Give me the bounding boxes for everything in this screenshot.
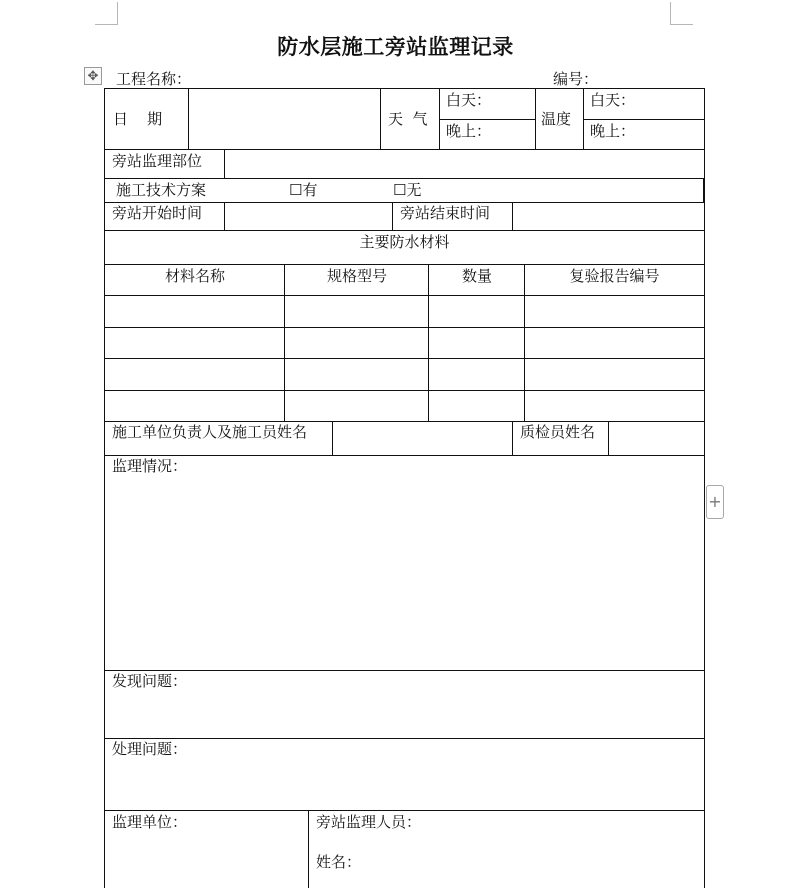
materials-row-1-name[interactable] [105,296,285,328]
materials-col-name [105,265,285,296]
materials-row-4-quantity[interactable] [429,391,525,422]
leader-label-cell [105,422,333,456]
issues-handled-label: 处理问题： [112,740,188,758]
location-value-cell[interactable] [225,150,704,179]
materials-section-title: 主要防水材料 [359,233,450,251]
weather-label-cell [381,89,440,150]
materials-section-title-cell [105,231,704,265]
weather-night-cell[interactable] [440,120,536,150]
supervision-unit-cell[interactable] [105,811,309,888]
materials-row-4-report[interactable] [525,391,704,422]
plan-no-checkbox[interactable]: ☐无 [393,181,422,199]
plan-row [105,179,704,203]
date-value-cell[interactable] [189,89,381,150]
materials-row-2-quantity[interactable] [429,328,525,359]
date-label-cell [105,89,189,150]
supervision-label: 监理情况： [112,457,188,475]
start-time-label: 旁站开始时间 [112,204,203,222]
end-time-label: 旁站结束时间 [400,204,491,222]
plan-yes-checkbox[interactable]: ☐有 [289,181,318,199]
materials-row-3-name[interactable] [105,359,285,391]
supervision-staff-cell[interactable] [309,811,704,888]
materials-row-2-name[interactable] [105,328,285,359]
materials-row-1-report[interactable] [525,296,704,328]
start-time-label-cell [105,203,225,231]
issues-found-label: 发现问题： [112,672,188,690]
materials-row-3-quantity[interactable] [429,359,525,391]
start-time-value-cell[interactable] [225,203,393,231]
materials-row-4-name[interactable] [105,391,285,422]
end-time-value-cell[interactable] [513,203,704,231]
page-corner-mark-left [95,2,118,25]
materials-row-3-spec[interactable] [285,359,429,391]
materials-row-1-spec[interactable] [285,296,429,328]
temperature-label-cell [536,89,584,150]
weather-label: 天 气 [388,110,428,128]
project-name-label: 工程名称： [116,70,192,88]
move-icon[interactable]: ✥ [84,67,102,85]
temperature-night-label: 晚上： [590,122,636,140]
temperature-night-cell[interactable] [584,120,704,150]
inspector-label-cell [513,422,609,456]
temperature-label: 温度 [541,110,572,128]
supervision-unit-label: 监理单位： [112,813,188,831]
weather-night-label: 晚上： [446,122,492,140]
page-corner-mark-right [670,2,693,25]
date-label: 日 期 [113,110,163,128]
materials-col-quantity-label: 数量 [461,267,492,285]
materials-row-3-report[interactable] [525,359,704,391]
temperature-day-label: 白天： [590,91,636,109]
materials-row-4-spec[interactable] [285,391,429,422]
weather-day-label: 白天： [446,91,492,109]
leader-label: 施工单位负责人及施工员姓名 [112,423,308,441]
document-title: 防水层施工旁站监理记录 [277,34,514,59]
materials-row-2-spec[interactable] [285,328,429,359]
materials-row-1-quantity[interactable] [429,296,525,328]
leader-value-cell[interactable] [333,422,513,456]
materials-col-spec-label: 规格型号 [326,267,387,285]
materials-col-spec [285,265,429,296]
materials-row-2-report[interactable] [525,328,704,359]
number-label: 编号： [553,70,599,88]
weather-day-cell[interactable] [440,89,536,120]
issues-handled-cell[interactable] [105,739,704,811]
supervision-staff-label: 旁站监理人员： [316,813,422,831]
supervision-cell[interactable] [105,456,704,671]
materials-col-quantity [429,265,525,296]
materials-col-name-label: 材料名称 [164,267,225,285]
record-table [104,88,705,888]
plus-icon[interactable]: + [706,485,724,519]
inspector-label: 质检员姓名 [520,423,596,441]
materials-col-report-label: 复验报告编号 [569,267,660,285]
materials-col-report [525,265,704,296]
location-label: 旁站监理部位 [112,152,203,170]
plan-label: 施工技术方案 [116,181,207,199]
location-label-cell [105,150,225,179]
inspector-value-cell[interactable] [609,422,704,456]
issues-found-cell[interactable] [105,671,704,739]
end-time-label-cell [393,203,513,231]
temperature-day-cell[interactable] [584,89,704,120]
staff-name-label: 姓名： [316,853,362,871]
